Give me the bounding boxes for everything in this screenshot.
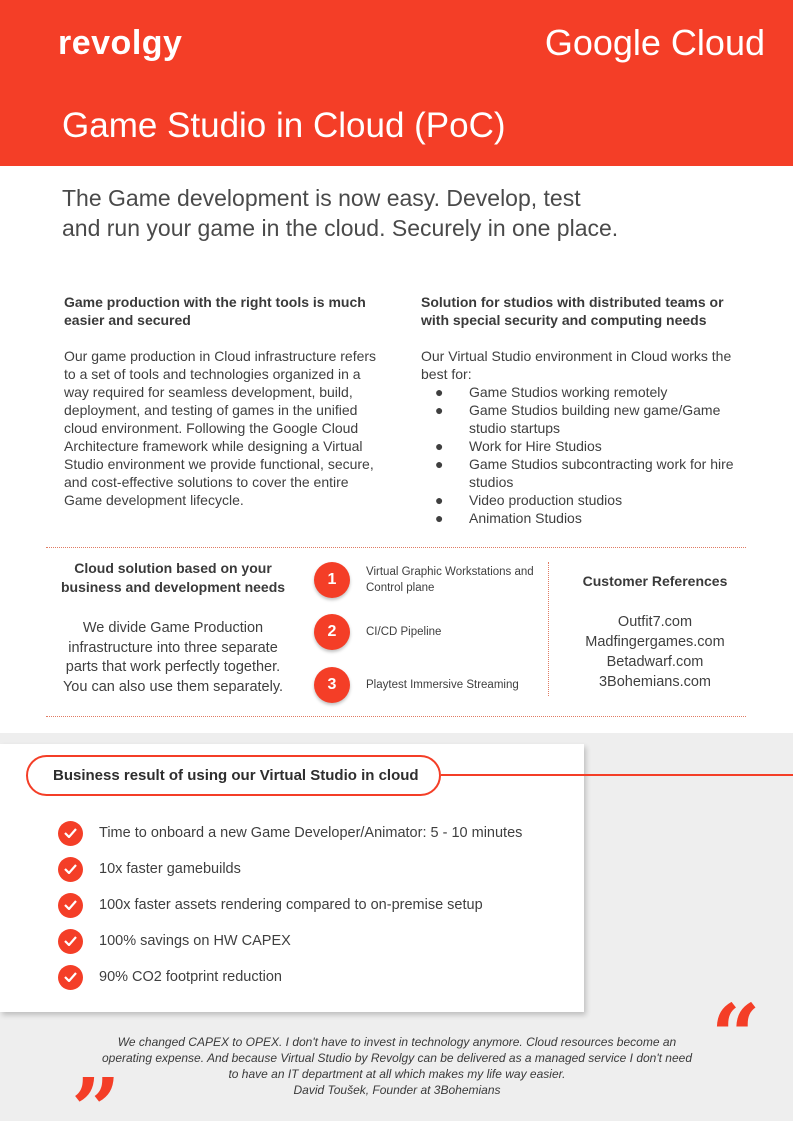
results-title-pill: Business result of using our Virtual Studio in cloud	[26, 755, 441, 796]
benefit-item	[58, 959, 522, 995]
step-1	[314, 562, 534, 598]
list-item: ● Animation Studios	[435, 510, 582, 526]
list-item: ● Work for Hire Studios	[435, 438, 602, 454]
bullet-icon: ●	[435, 438, 444, 454]
results-accent-line	[441, 774, 793, 776]
reference-item: Betadwarf.com	[606, 654, 704, 670]
page-title: Game Studio in Cloud (PoC)	[62, 106, 506, 145]
bullet-icon: ●	[435, 402, 444, 418]
reference-item: 3Bohemians.com	[598, 674, 712, 690]
benefit-text: 10x faster gamebuilds	[99, 861, 241, 877]
list-item: ● Game Studios subcontracting work for hire studios	[435, 456, 734, 490]
step-number-badge: 3	[314, 667, 350, 703]
bullet-icon: ●	[435, 492, 444, 508]
check-icon	[58, 857, 83, 882]
reference-item: Madfingergames.com	[585, 634, 725, 650]
lead-paragraph: The Game development is now easy. Develop, test and run your game in the cloud. Securely in one place.	[62, 185, 619, 241]
benefit-item	[58, 923, 522, 959]
benefit-item	[58, 887, 522, 923]
studio-type-list	[421, 383, 741, 527]
benefit-text: Time to onboard a new Game Developer/Animator: 5 - 10 minutes	[99, 825, 523, 841]
revolgy-logo: revolgy	[58, 24, 183, 62]
google-cloud-logo: Google Cloud	[544, 22, 765, 63]
step-label: Playtest Immersive Streaming	[366, 679, 519, 691]
left-column-heading: Game production with the right tools is much easier and secured	[64, 294, 366, 328]
benefits-list	[58, 815, 522, 995]
dotted-divider-bottom	[46, 716, 746, 717]
customer-references-list	[558, 612, 752, 692]
benefit-item	[58, 815, 522, 851]
step-label: Virtual Graphic Workstations and Control plane	[366, 566, 534, 594]
bullet-icon: ●	[435, 510, 444, 526]
cloud-solution-body: We divide Game Production infrastructure into three separate parts that work perfectly together. You can also use them separately.	[62, 620, 284, 695]
right-column-intro: Our Virtual Studio environment in Cloud works the best for:	[421, 348, 732, 382]
step-label: CI/CD Pipeline	[366, 626, 442, 638]
customer-references-title: Customer References	[582, 573, 728, 589]
benefit-text: 90% CO2 footprint reduction	[99, 969, 282, 985]
bullet-icon: ●	[435, 456, 444, 472]
benefit-text: 100% savings on HW CAPEX	[99, 933, 291, 949]
step-3	[314, 667, 534, 703]
list-item: ● Game Studios working remotely	[435, 384, 668, 400]
benefit-text: 100x faster assets rendering compared to on-premise setup	[99, 897, 483, 913]
step-number-badge: 1	[314, 562, 350, 598]
quote-author: David Toušek, Founder at 3Bohemians	[293, 1083, 501, 1097]
testimonial-quote	[96, 1034, 698, 1098]
right-column-heading: Solution for studios with distributed teams or with special security and computing needs	[421, 294, 724, 328]
benefit-item	[58, 851, 522, 887]
close-quote-icon: ”	[71, 1060, 121, 1121]
right-column	[421, 293, 741, 527]
cloud-solution-title: Cloud solution based on your business and development needs	[60, 560, 286, 595]
dotted-divider-top	[46, 547, 746, 548]
check-icon	[58, 893, 83, 918]
list-item: ● Video production studios	[435, 492, 623, 508]
header-banner	[0, 0, 793, 166]
check-icon	[58, 929, 83, 954]
step-number-badge: 2	[314, 614, 350, 650]
vertical-dotted-divider	[548, 562, 549, 696]
check-icon	[58, 821, 83, 846]
quote-text: We changed CAPEX to OPEX. I don't have to invest in technology anymore. Cloud resources become an operating expense. And because Virtual Studio by Revolgy can be delivered as a managed service I don't need to have an IT department at all which makes my life way easier.	[101, 1035, 692, 1081]
step-2	[314, 614, 534, 650]
left-column-body: Our game production in Cloud infrastructure refers to a set of tools and technologies organized in a way required for seamless development, build, deployment, and testing of games in the unified cloud environment. Following the Google Cloud Architecture framework while designing a Virtual Studio environment we provide functional, secure, and cost-effective solutions to cover the entire Game development lifecycle.	[64, 348, 377, 508]
bullet-icon: ●	[435, 384, 444, 400]
open-quote-icon: “	[711, 986, 761, 1087]
check-icon	[58, 965, 83, 990]
left-column	[64, 293, 379, 509]
list-item: ● Game Studios building new game/Game studio startups	[435, 402, 721, 436]
reference-item: Outfit7.com	[617, 614, 693, 630]
